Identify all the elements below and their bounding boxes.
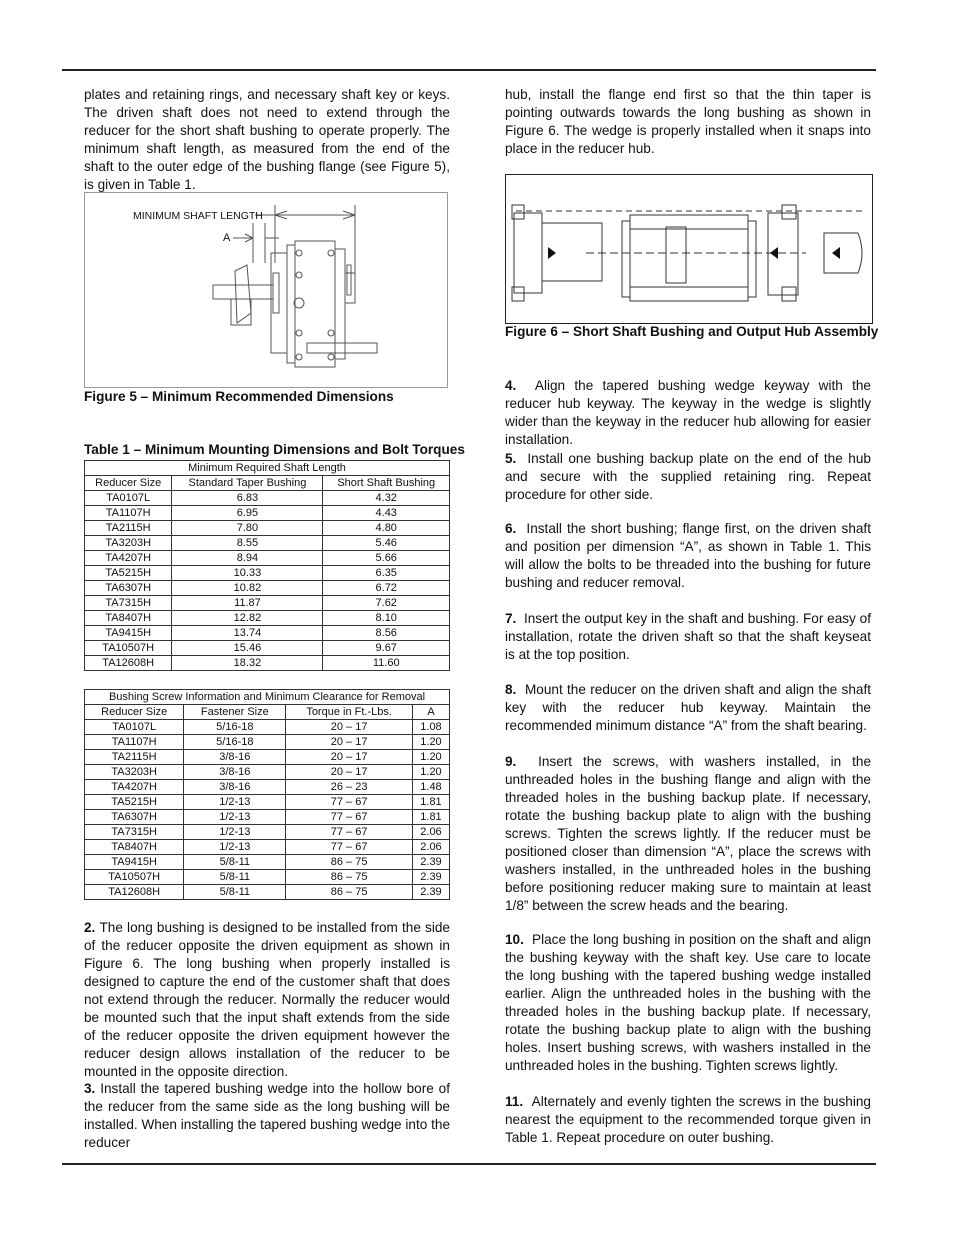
- table-cell: 77 – 67: [286, 840, 413, 855]
- table-cell: 5.66: [323, 551, 450, 566]
- table-cell: 20 – 17: [286, 765, 413, 780]
- continuation-paragraph: hub, install the flange end first so that the thin taper is pointing outwards towards the long bushing as shown in Figure 6. The wedge is properly installed when it snaps into place in the reducer hub.: [505, 87, 871, 156]
- table-row: [85, 750, 450, 765]
- table-row: [85, 641, 450, 656]
- step-number: 5.: [505, 451, 517, 466]
- step-2-paragraph: [84, 919, 450, 1081]
- table-row: [85, 795, 450, 810]
- table-cell: TA0107L: [85, 720, 184, 735]
- step-8-paragraph: [505, 681, 871, 735]
- table-cell: 20 – 17: [286, 750, 413, 765]
- table-cell: TA4207H: [85, 551, 172, 566]
- table-row: [85, 581, 450, 596]
- table-cell: 3/8-16: [184, 750, 286, 765]
- column-header: Standard Taper Bushing: [172, 476, 323, 491]
- table-cell: 6.95: [172, 506, 323, 521]
- table-title: Minimum Required Shaft Length: [85, 461, 450, 476]
- table-cell: 1/2-13: [184, 795, 286, 810]
- table-cell: TA7315H: [85, 825, 184, 840]
- step-5-paragraph: [505, 450, 871, 504]
- table-cell: 5/16-18: [184, 720, 286, 735]
- step-text: Insert the screws, with washers installed, in the unthreaded holes in the bushing flange and align with the threaded holes in the bushing backup plate. If necessary, rotate the bushing backup plate to align with the bushing screws. Tighten the screws lightly. If the reducer must be positioned closer than dimension “A”, place the screws with washers installed, in the unthreaded holes in the bushing before positioning reducer making sure to maintain at least 1/8” between the screw heads and the bearing.: [505, 754, 871, 913]
- table-cell: 3/8-16: [184, 780, 286, 795]
- table-row: [85, 566, 450, 581]
- step-text: The long bushing is designed to be installed from the side of the reducer opposite the driven equipment as shown in Figure 6. The long bushing when properly installed is designed to capture the end of the customer shaft that does not extend through the reducer. Normally the reducer would be mounted such that the input shaft extends from the side of the reducer opposite the driven equipment however the reducer design allows installation of the reducer to be mounted in the opposite direction.: [84, 920, 450, 1079]
- step-number: 9.: [505, 754, 517, 769]
- table-cell: TA6307H: [85, 810, 184, 825]
- figure-5-caption: Figure 5 – Minimum Recommended Dimensions: [84, 389, 394, 404]
- table-row: [85, 735, 450, 750]
- table-header-row: [85, 705, 450, 720]
- step-number: 6.: [505, 521, 517, 536]
- table-cell: 2.06: [412, 840, 449, 855]
- table-cell: TA2115H: [85, 750, 184, 765]
- step-number: 7.: [505, 611, 517, 626]
- table-cell: TA1107H: [85, 735, 184, 750]
- column-header: Short Shaft Bushing: [323, 476, 450, 491]
- step-11-paragraph: [505, 1093, 871, 1147]
- table-cell: TA10507H: [85, 641, 172, 656]
- table-cell: 1.48: [412, 780, 449, 795]
- table-title: Bushing Screw Information and Minimum Clearance for Removal: [85, 690, 450, 705]
- table-cell: 6.35: [323, 566, 450, 581]
- figure-5-drawing: [85, 193, 447, 387]
- table-row: [85, 840, 450, 855]
- step-10-paragraph: [505, 931, 871, 1075]
- table-row: [85, 765, 450, 780]
- table-cell: 4.32: [323, 491, 450, 506]
- step-9-paragraph: [505, 753, 871, 915]
- table-row: [85, 780, 450, 795]
- table-cell: 8.55: [172, 536, 323, 551]
- table-1-title: Table 1 – Minimum Mounting Dimensions and Bolt Torques: [84, 442, 465, 457]
- table-cell: 1.20: [412, 750, 449, 765]
- table-row: [85, 810, 450, 825]
- table-cell: 10.82: [172, 581, 323, 596]
- column-header: A: [412, 705, 449, 720]
- table-cell: 20 – 17: [286, 735, 413, 750]
- table-cell: 4.80: [323, 521, 450, 536]
- table-cell: TA7315H: [85, 596, 172, 611]
- min-shaft-length-label: MINIMUM SHAFT LENGTH: [133, 210, 263, 222]
- top-rule: [62, 69, 876, 71]
- step-6-paragraph: [505, 520, 871, 592]
- table-cell: TA2115H: [85, 521, 172, 536]
- figure-6: [505, 174, 873, 324]
- table-cell: 1/2-13: [184, 840, 286, 855]
- table-cell: 2.39: [412, 870, 449, 885]
- table-cell: 86 – 75: [286, 870, 413, 885]
- table-cell: TA8407H: [85, 611, 172, 626]
- step-text: Mount the reducer on the driven shaft and align the shaft key with the reducer hub keyway. Maintain the recommended minimum distance “A” from the shaft bearing.: [505, 682, 871, 733]
- table-cell: 13.74: [172, 626, 323, 641]
- step-text: Install one bushing backup plate on the end of the hub and secure with the supplied retaining ring. Repeat procedure for other side.: [505, 451, 871, 502]
- table-cell: 5/8-11: [184, 870, 286, 885]
- table-cell: 8.94: [172, 551, 323, 566]
- table-cell: TA5215H: [85, 795, 184, 810]
- table-row: [85, 596, 450, 611]
- step-number: 4.: [505, 378, 517, 393]
- table-row: [85, 536, 450, 551]
- table-cell: 1.81: [412, 795, 449, 810]
- table-cell: 5/8-11: [184, 885, 286, 900]
- table-cell: 7.62: [323, 596, 450, 611]
- intro-paragraph: plates and retaining rings, and necessary shaft key or keys. The driven shaft does not need to extend through the reducer for the short shaft bushing to operate properly. The minimum shaft length, as measured from the end of the shaft to the outer edge of the bushing flange (see Figure 5), is given in Table 1.: [84, 87, 450, 192]
- step-number: 8.: [505, 682, 517, 697]
- table-row: [85, 626, 450, 641]
- table-cell: TA3203H: [85, 765, 184, 780]
- step-text: Install the tapered bushing wedge into the hollow bore of the reducer from the same side as the long bushing will be installed. When installing the tapered bushing wedge into the reducer: [84, 1081, 450, 1150]
- table-row: [85, 506, 450, 521]
- table-cell: 86 – 75: [286, 855, 413, 870]
- column-header: Reducer Size: [85, 476, 172, 491]
- table-cell: 2.39: [412, 885, 449, 900]
- table-cell: 77 – 67: [286, 825, 413, 840]
- table-cell: 77 – 67: [286, 795, 413, 810]
- table-cell: TA1107H: [85, 506, 172, 521]
- step-4-paragraph: [505, 377, 871, 449]
- bushing-screw-table: [84, 689, 450, 900]
- table-row: [85, 611, 450, 626]
- table-cell: TA5215H: [85, 566, 172, 581]
- table-row: [85, 855, 450, 870]
- table-cell: 18.32: [172, 656, 323, 671]
- step-text: Align the tapered bushing wedge keyway with the reducer hub keyway. The keyway in the wedge is slightly wider than the keyway in the reducer hub allowing for easier installation.: [505, 378, 871, 447]
- table-cell: 6.83: [172, 491, 323, 506]
- table-cell: 5/16-18: [184, 735, 286, 750]
- table-cell: 1/2-13: [184, 825, 286, 840]
- table-cell: TA8407H: [85, 840, 184, 855]
- table-cell: TA6307H: [85, 581, 172, 596]
- table-cell: TA4207H: [85, 780, 184, 795]
- table-cell: 1.81: [412, 810, 449, 825]
- figure-6-caption: Figure 6 – Short Shaft Bushing and Output Hub Assembly: [505, 324, 879, 339]
- table-cell: 9.67: [323, 641, 450, 656]
- table-cell: TA0107L: [85, 491, 172, 506]
- table-cell: 8.56: [323, 626, 450, 641]
- table-row: [85, 656, 450, 671]
- step-number: 10.: [505, 932, 524, 947]
- step-text: Install the short bushing; flange first, on the driven shaft and position per dimension “A”, as shown in Table 1. This will allow the bolts to be threaded into the bushing for future bushing and reducer removal.: [505, 521, 871, 590]
- table-cell: 1.20: [412, 765, 449, 780]
- table-cell: 1/2-13: [184, 810, 286, 825]
- table-cell: 5.46: [323, 536, 450, 551]
- table-cell: 1.08: [412, 720, 449, 735]
- column-header: Torque in Ft.-Lbs.: [286, 705, 413, 720]
- table-cell: 4.43: [323, 506, 450, 521]
- table-header-row: [85, 476, 450, 491]
- table-cell: 5/8-11: [184, 855, 286, 870]
- table-cell: 15.46: [172, 641, 323, 656]
- figure-5: [84, 192, 448, 388]
- table-row: [85, 551, 450, 566]
- column-header: Reducer Size: [85, 705, 184, 720]
- dimension-a-label: A: [223, 232, 231, 244]
- table-cell: 11.87: [172, 596, 323, 611]
- step-3-paragraph: [84, 1080, 450, 1152]
- table-cell: TA12608H: [85, 656, 172, 671]
- step-number: 3.: [84, 1081, 96, 1096]
- figure-6-drawing: [506, 175, 872, 323]
- table-cell: 1.20: [412, 735, 449, 750]
- table-cell: TA10507H: [85, 870, 184, 885]
- bottom-rule: [62, 1163, 876, 1165]
- step-text: Insert the output key in the shaft and bushing. For easy of installation, rotate the driven shaft so that the shaft keyseat is at the top position.: [505, 611, 871, 662]
- step-number: 11.: [505, 1094, 524, 1109]
- table-cell: TA9415H: [85, 626, 172, 641]
- table-cell: 26 – 23: [286, 780, 413, 795]
- table-cell: 6.72: [323, 581, 450, 596]
- table-cell: 3/8-16: [184, 765, 286, 780]
- step-text: Place the long bushing in position on the shaft and align the bushing keyway with the shaft key. Use care to locate the long bushing with the tapered bushing wedge installed earlier. Align the unthreaded holes in the bushing with the threaded holes in the bushing backup plate. If necessary, rotate the bushing backup plate to align with the bushing holes. Insert bushing screws, with washers installed in the unthreaded holes in the bushing. Tighten screws lightly.: [505, 932, 871, 1073]
- step-text: Alternately and evenly tighten the screws in the bushing nearest the equipment to the recommended torque given in Table 1. Repeat procedure on outer bushing.: [505, 1094, 871, 1145]
- table-cell: TA12608H: [85, 885, 184, 900]
- step-7-paragraph: [505, 610, 871, 664]
- table-row: [85, 720, 450, 735]
- table-cell: TA3203H: [85, 536, 172, 551]
- table-cell: 11.60: [323, 656, 450, 671]
- shaft-length-table: [84, 460, 450, 671]
- column-header: Fastener Size: [184, 705, 286, 720]
- table-row: [85, 521, 450, 536]
- table-row: [85, 885, 450, 900]
- table-cell: 86 – 75: [286, 885, 413, 900]
- table-cell: 12.82: [172, 611, 323, 626]
- table-cell: 20 – 17: [286, 720, 413, 735]
- table-cell: 10.33: [172, 566, 323, 581]
- table-cell: 2.39: [412, 855, 449, 870]
- table-row: [85, 825, 450, 840]
- table-row: [85, 870, 450, 885]
- table-cell: 7.80: [172, 521, 323, 536]
- step-number: 2.: [84, 920, 96, 935]
- table-cell: 2.06: [412, 825, 449, 840]
- table-cell: TA9415H: [85, 855, 184, 870]
- table-cell: 77 – 67: [286, 810, 413, 825]
- table-cell: 8.10: [323, 611, 450, 626]
- table-row: [85, 491, 450, 506]
